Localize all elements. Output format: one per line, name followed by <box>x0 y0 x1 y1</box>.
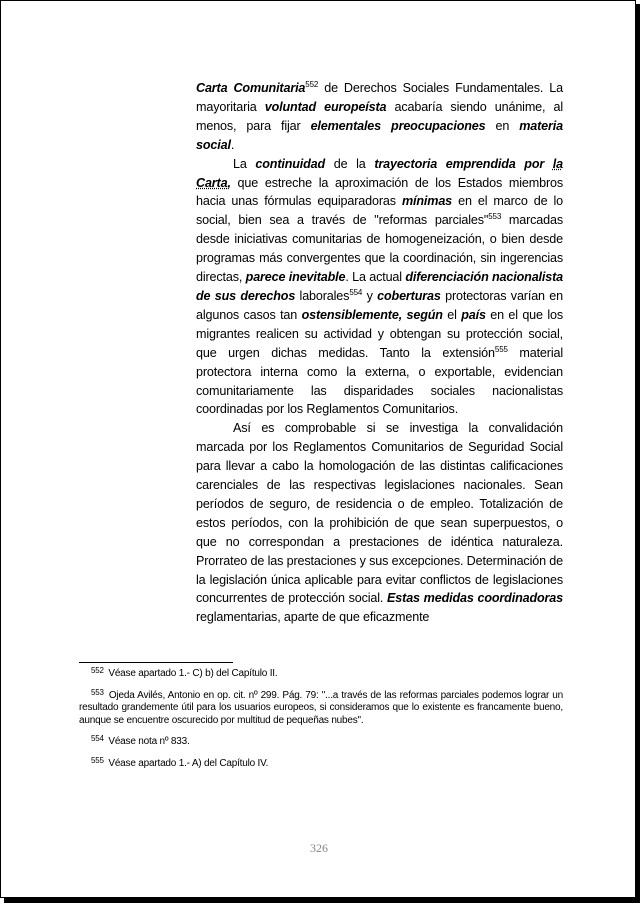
emphasis: continuidad <box>255 156 326 171</box>
emphasis: trayectoria emprendida por <box>374 156 553 171</box>
text-run: de la <box>325 156 375 171</box>
text-run: de Derechos Sociales Fundamentales. La mayoritaria <box>196 81 563 114</box>
emphasis: diferenciación nacionalista de sus derechos <box>196 270 563 303</box>
paragraph <box>196 419 563 627</box>
footnote-text: Véase apartado 1.- A) del Capítulo IV. <box>108 757 269 769</box>
page-shadow-bottom <box>4 898 640 903</box>
footnote <box>79 755 563 771</box>
footnote-ref: 552 <box>305 80 319 89</box>
emphasis: coberturas <box>377 288 441 303</box>
text-run: material protectora interna como la externa, o exportable, evidencian comunitariamente las disparidades sociales nacionalistas coordinadas por los Reglamentos Comunitarios. <box>196 345 563 417</box>
text-run: La <box>233 156 256 171</box>
emphasis: Carta Comunitaria <box>196 81 306 95</box>
footnote <box>79 736 563 749</box>
emphasis: parece inevitable <box>245 270 346 285</box>
emphasis: mínimas <box>401 194 453 209</box>
text-run: Así es comprobable si se investiga la convalidación marcada por los Reglamentos Comunitarios de Seguridad Social para llevar a cabo la homologación de las distintas calificaciones carenciales de las respectivas legislaciones nacionales. Sean períodos de seguro, de residencia o de empleo. Totalización de estos períodos, con la prohibición de que sean superpuestos, o que no correspondan a prestaciones de idéntica naturaleza. Prorrateo de las prestaciones y sus excepciones. Determinación de la legislación única aplicable para evitar conflictos de legislaciones concurrentes de protección social. <box>196 421 563 606</box>
footnote-ref: 554 <box>349 287 363 297</box>
text-run: . <box>230 137 235 152</box>
emphasis: país <box>461 307 486 322</box>
footnote-number: 553 <box>91 687 104 697</box>
page-number: 326 <box>310 841 328 855</box>
emphasis: elementales preocupaciones <box>310 118 486 133</box>
text-run: reglamentarias, aparte de que eficazmente <box>196 610 430 625</box>
paragraph <box>196 79 563 155</box>
emphasis-underlined: la Carta, <box>196 156 563 190</box>
emphasis: ostensiblemente, según <box>301 307 443 322</box>
footnote-text: Véase apartado 1.- C) b) del Capítulo II. <box>108 668 278 679</box>
footnote-number: 554 <box>91 734 104 743</box>
body-text <box>196 79 563 627</box>
text-run: protectoras varían en algunos casos tan <box>196 288 563 322</box>
footnote-ref: 553 <box>488 212 502 222</box>
text-run: y <box>362 288 378 303</box>
emphasis: Estas medidas coordinadoras <box>387 591 564 606</box>
text-run: que estreche la aproximación de los Estados miembros hacia unas fórmulas equiparadoras <box>196 175 563 209</box>
footnote <box>79 668 563 681</box>
text-run: en <box>485 118 520 133</box>
paragraph <box>196 155 563 420</box>
text-run: el <box>442 307 462 322</box>
text-run: acabaría siendo unánime, al menos, para fijar <box>196 99 563 133</box>
footnote-text: Ojeda Avilés, Antonio en op. cit. nº 299. Pág. 79: "...a través de las reformas parciales podemos lograr un resultado grandemente útil para los usuarios europeos, si consideramos que lo existente es francamente bueno, aunque se encuentre oscurecido por multitud de pequeñas nubes". <box>79 689 563 726</box>
text-run: marcadas desde iniciativas comunitarias de homogeneización, o bien desde programas más convergentes que la coordinación, sin ingerencias directas, <box>196 213 563 285</box>
footnote-ref: 555 <box>494 344 508 354</box>
footnotes <box>79 668 563 779</box>
footnote-number: 552 <box>91 666 104 675</box>
footnote-text: Véase nota nº 833. <box>108 736 190 747</box>
emphasis: voluntad europeísta <box>264 99 387 114</box>
page-shadow-right <box>636 4 640 902</box>
footnote-separator <box>79 662 233 663</box>
footnote <box>79 687 563 728</box>
text-run: en el marco de lo social, bien sea a través de "reformas parciales" <box>196 194 564 228</box>
text-run: laborales <box>295 288 350 303</box>
text-run: en el que los migrantes realicen su actividad y obtengan su protección social, que urgen dichas medidas. Tanto la extensión <box>196 307 563 360</box>
text-run: . La actual <box>345 270 406 285</box>
footnote-number: 555 <box>91 755 104 765</box>
emphasis: materia social <box>196 118 563 152</box>
